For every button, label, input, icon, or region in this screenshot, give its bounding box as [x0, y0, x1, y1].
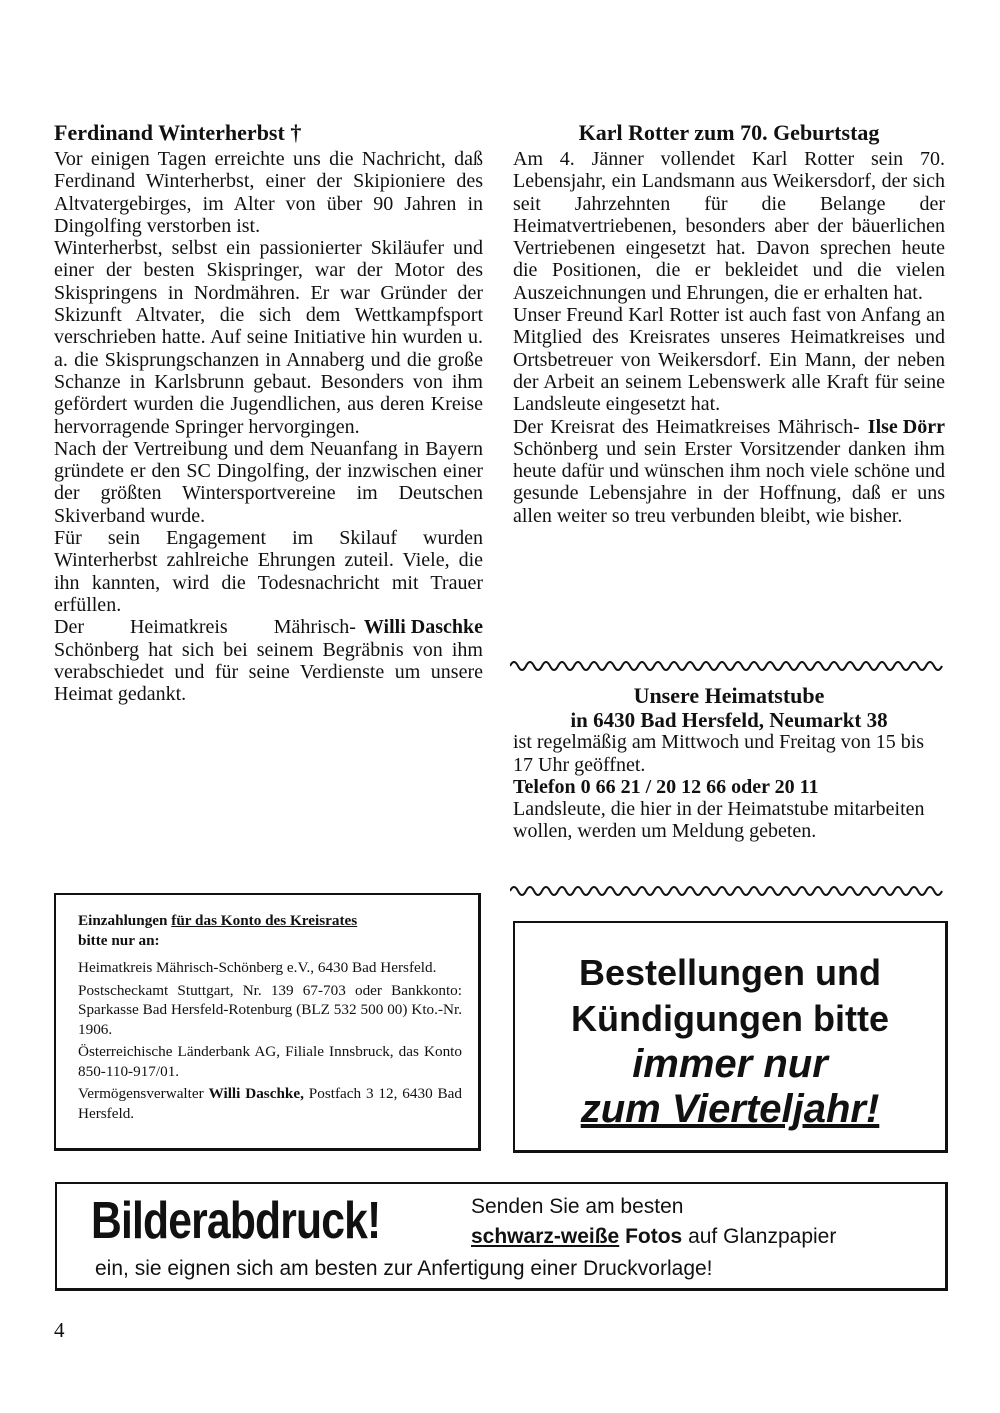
right-article-title: Karl Rotter zum 70. Geburtstag	[578, 120, 880, 145]
konto-heading-line2: bitte nur an:	[78, 931, 160, 949]
left-article-paragraph: Winterherbst, selbst ein passionierter Skiläufer und einer der besten Skispringer, war der Motor des Skispringens in Nordmähren. Er war Gründer der Skizunft Altvater, die sich dem Wettkampfsport verschrieben hatte. Auf seine Initiative hin wurden u. a. die Skisprungschanzen in Annaberg und die große Schanze in Karlsbrunn gebaut. Besonders von ihm gefördert wurden die Jugendlichen, aus deren Kreise hervorragende Springer hervorgingen.	[54, 237, 483, 438]
right-article-paragraph: Ilse Dörr Der Kreisrat des Heimatkreises Mährisch-Schönberg und sein Erster Vorsitzender danken ihm heute dafür und wünschen ihm noch viele schöne und gesunde Lebensjahre in der Hoffnung, daß er uns allen weiter so treu verbunden bleibt, wie bisher.	[513, 415, 945, 527]
heimatstube-address: in 6430 Bad Hersfeld, Neumarkt 38	[570, 708, 888, 732]
left-article-paragraph: Willi Daschke Der Heimatkreis Mährisch-Schönberg hat sich bei seinem Begräbnis von ihm verabschiedet und für seine Verdienste um unsere Heimat gedankt.	[54, 616, 483, 706]
wave-divider	[510, 884, 948, 898]
bilderabdruck-side-line2: schwarz-weiße Fotos auf Glanzpapier	[471, 1225, 837, 1248]
konto-verwalter: Vermögensverwalter Willi Daschke, Postfach 3 12, 6430 Bad Hersfeld.	[78, 1085, 463, 1122]
left-article-paragraph: Vor einigen Tagen erreichte uns die Nachricht, daß Ferdinand Winterherbst, einer der Skipioniere des Altvatergebirges, im Alter von über 90 Jahren in Dingolfing verstorben ist.	[54, 148, 483, 237]
konto-box	[54, 893, 481, 1151]
bilderabdruck-side-line1: Senden Sie am besten	[471, 1195, 684, 1218]
bestellungen-line4: zum Vierteljahr!	[580, 1087, 880, 1131]
left-article-paragraph: Für sein Engagement im Skilauf wurden Winterherbst zahlreiche Ehrungen zuteil. Viele, die ihn kannten, wird die Todesnachricht mit Trauer erfüllen.	[54, 527, 483, 616]
bestellungen-line3: immer nur	[632, 1042, 828, 1086]
bilderabdruck-bottom-line: ein, sie eignen sich am besten zur Anfertigung einer Druckvorlage!	[95, 1257, 713, 1280]
bestellungen-line1: Bestellungen und	[578, 952, 881, 993]
konto-line: Postscheckamt Stuttgart, Nr. 139 67-703 oder Bankkonto: Sparkasse Bad Hersfeld-Rotenburg (BLZ 532 500 00) Kto.-Nr. 1906.	[78, 981, 462, 1038]
heimatstube-hours: ist regelmäßig am Mittwoch und Freitag von 15 bis 17 Uhr geöffnet.	[513, 731, 925, 776]
bestellungen-box	[513, 921, 948, 1153]
heimatstube-phone: Telefon 0 66 21 / 20 12 66 oder 20 11	[513, 775, 819, 798]
right-article	[513, 120, 945, 527]
heimatstube-section	[513, 683, 945, 843]
konto-line: Österreichische Länderbank AG, Filiale Innsbruck, das Konto 850-110-917/01.	[78, 1043, 462, 1080]
bilderabdruck-headline: Bilderabdruck!	[91, 1192, 381, 1250]
wave-divider	[510, 659, 948, 673]
left-article-signature: Willi Daschke	[363, 616, 483, 639]
bestellungen-line2: Kündigungen bitte	[571, 998, 889, 1039]
left-article-title: Ferdinand Winterherbst †	[54, 120, 302, 145]
heimatstube-title: Unsere Heimatstube	[633, 683, 825, 708]
left-article-paragraph: Nach der Vertreibung und dem Neuanfang in Bayern gründete er den SC Dingolfing, der inzwischen einer der größten Wintersportvereine im Deutschen Skiverband wurde.	[54, 437, 483, 527]
left-article	[54, 120, 483, 705]
right-article-paragraph: Unser Freund Karl Rotter ist auch fast von Anfang an Mitglied des Kreisrates unseres Heimatkreises und Ortsbetreuer von Weikersdorf. Ein Mann, der neben der Arbeit an seinem Lebenswerk alle Kraft für seine Landsleute eingesetzt hat.	[513, 304, 945, 416]
heimatstube-note: Landsleute, die hier in der Heimatstube mitarbeiten wollen, werden um Meldung gebeten.	[513, 798, 925, 843]
right-article-paragraph: Am 4. Jänner vollendet Karl Rotter sein 70. Lebensjahr, ein Landsmann aus Weikersdorf, der sich seit Jahrzehnten für die Belange der Heimatvertriebenen, besonders aber der bäuerlichen Vertriebenen eingesetzt hat. Davon sprechen heute die Positionen, die er bekleidet und die vielen Auszeichnungen und Ehrungen, die er erhalten hat.	[513, 148, 945, 304]
bilderabdruck-box	[55, 1182, 948, 1291]
page-number: 4	[54, 1318, 65, 1342]
konto-heading: Einzahlungen für das Konto des Kreisrates	[78, 912, 358, 929]
right-article-signature: Ilse Dörr	[867, 415, 945, 438]
konto-line: Heimatkreis Mährisch-Schönberg e.V., 6430 Bad Hersfeld.	[78, 959, 437, 976]
